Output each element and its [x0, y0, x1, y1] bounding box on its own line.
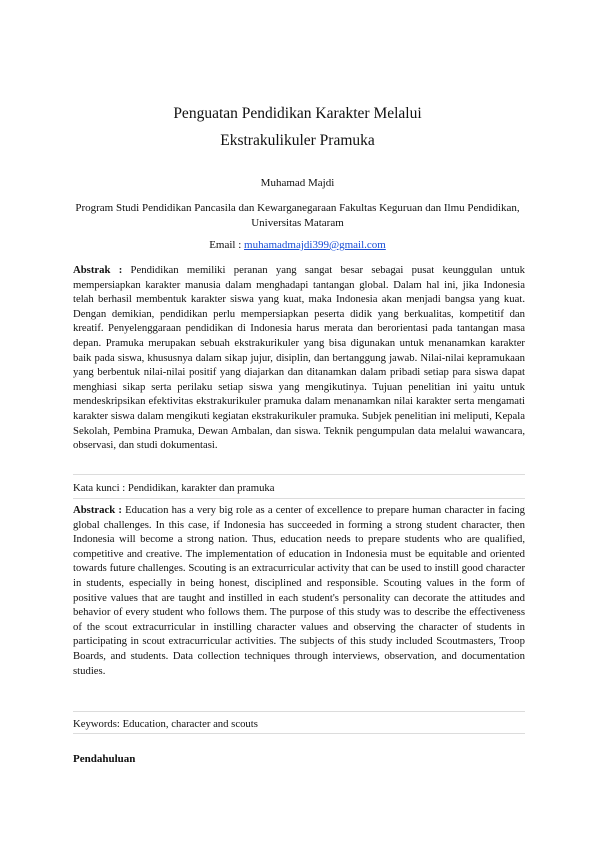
abstract-en-label: Abstrack :	[73, 504, 122, 516]
email-label: Email :	[209, 239, 245, 251]
keywords-english: Keywords: Education, character and scouts	[73, 718, 258, 730]
author-name: Muhamad Majdi	[260, 177, 335, 189]
email-line	[0, 238, 595, 252]
abstract-id-label: Abstrak :	[73, 264, 123, 276]
divider	[73, 733, 525, 734]
divider	[73, 711, 525, 712]
keywords-indonesian: Kata kunci : Pendidikan, karakter dan pramuka	[73, 482, 275, 494]
email-link[interactable]: muhamadmajdi399@gmail.com	[244, 239, 386, 251]
divider	[73, 474, 525, 475]
paper-title	[0, 100, 595, 154]
abstract-en-text: Education has a very big role as a center of excellence to prepare human character in facing global challenges. In this case, if Indonesia has succeeded in forming a strong student character, then Indonesia will become a strong nation. Thus, education needs to prepare students who are qualified, competitive and creative. The implementation of education in Indonesia must be equitable and oriented towards future challenges. Scouting is an extracurricular activity that can be used to instill good character in students, especially in being honest, disciplined and responsible. Scouting values in the form of positive values that are taught and instilled in each student's personality can decorate the attitudes and behavior of every student who follows them. The purpose of this study was to describe the effectiveness of the scout extracurricular in instilling character values and observing the character of students in participating in scout extracurricular activities. The subjects of this study included Scoutmasters, Troop Boards, and students. Data collection techniques through interviews, observation, and documentation studies.	[73, 504, 525, 677]
abstract-id-text: Pendidikan memiliki peranan yang sangat besar sebagai pusat keunggulan untuk mempersiapkan karakter manusia dalam menghadapi tantangan global. Dalam hal ini, jika Indonesia telah berhasil membentuk karakter siswa yang kuat, maka Indonesia akan menjadi bangsa yang kuat. Dengan demikian, pendidikan perlu mempersiapkan peserta didik yang berkualitas, kompetitif dan kreatif. Penyelenggaraan pendidikan di Indonesia harus merata dan berorientasi pada tantangan masa depan. Pramuka merupakan sebuah ekstrakurikuler yang bisa digunakan untuk menanamkan karakter baik pada siswa, khususnya dalam sikap jujur, disiplin, dan bertanggung jawab. Nilai-nilai kepramukaan yang berbentuk nilai-nilai positif yang diajarkan dan ditanamkan dalam pribadi setiap para siswa dapat menghiasi sikap serta perilaku setiap siswa yang mengikutinya. Tujuan penelitian ini yaitu untuk mendeskripsikan efektivitas ekstrakurikuler pramuka dalam menanamkan nilai karakter serta mengamati karakter siswa dalam mengikuti kegiatan ekstrakurikuler pramuka. Subjek penelitian ini meliputi, Kepala Sekolah, Pembina Pramuka, Dewan Ambalan, dan siswa. Teknik pengumpulan data melalui wawancara, observasi, dan studi dokumentasi.	[73, 264, 525, 452]
title-line-2: Ekstrakulikuler Pramuka	[220, 132, 375, 149]
abstract-indonesian	[73, 263, 525, 453]
abstract-english	[73, 503, 525, 678]
author-affiliation: Program Studi Pendidikan Pancasila dan Kewarganegaraan Fakultas Keguruan dan Ilmu Pendidikan, Universitas Mataram	[75, 202, 520, 229]
section-heading: Pendahuluan	[73, 753, 136, 765]
divider	[73, 498, 525, 499]
title-line-1: Penguatan Pendidikan Karakter Melalui	[173, 105, 422, 122]
